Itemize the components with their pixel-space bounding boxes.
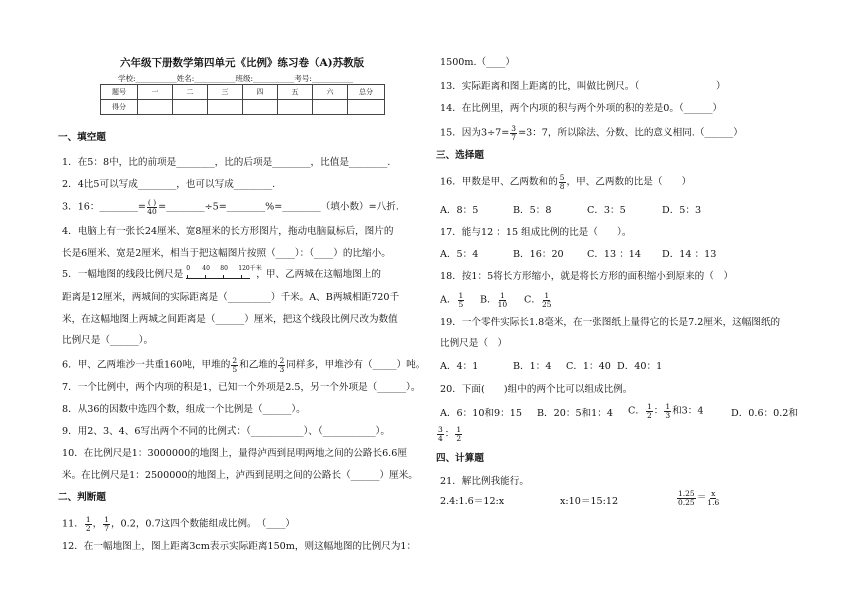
eq3-fraction-2: [707, 490, 719, 506]
q16-text: ，甲、乙两数的比是（ ）: [566, 176, 692, 188]
q16-option-d[interactable]: D．5：3: [662, 205, 702, 216]
fraction-numerator: 1: [500, 291, 505, 300]
question-12-line1: 12．在一幅地图上，图上距离3cm表示实际距离150m，则这幅地图的比例尺为1：: [62, 541, 417, 552]
q20-d-fraction-1: [437, 426, 444, 442]
q3-text: =________÷5=________%=________（填小数）=八折.: [158, 201, 399, 213]
fraction-denominator: 40: [147, 206, 157, 216]
fraction-numerator: 5: [559, 173, 565, 182]
q6-text: 同样多，甲堆沙有（_____）吨。: [286, 359, 426, 371]
fraction-numerator: ( ): [147, 198, 157, 207]
score-cell: 得分: [101, 100, 138, 115]
question-19-line1: 19．一个零件实际长1.8毫米，在一张图纸上量得它的长是7.2厘米，这幅图纸的: [440, 317, 781, 328]
score-input-cell[interactable]: [313, 100, 348, 115]
q20-option-d[interactable]: D．0.6：0.2和: [731, 408, 798, 419]
score-cell: 四: [243, 85, 278, 100]
student-info-line: 学校:___________姓名:___________班级:___________考号:___________: [118, 74, 354, 83]
scale-label: 80: [220, 265, 228, 272]
option-text: ：: [444, 428, 455, 440]
q19-option-a[interactable]: A．4：1: [440, 361, 479, 372]
question-10-line1: 10．在比例尺是1：3000000的地图上，量得泸西到昆明两地之间的公路长6.6厘: [62, 448, 407, 459]
score-input-cell[interactable]: [243, 100, 278, 115]
q6-fraction-2: [278, 357, 285, 373]
equation-2: x:10＝15:12: [560, 496, 619, 507]
score-cell: 三: [208, 85, 243, 100]
q20-option-c[interactable]: [628, 403, 704, 419]
q15-fraction: [510, 125, 517, 141]
fraction-denominator: 4: [438, 433, 443, 443]
q11-fraction-2: [103, 516, 110, 532]
scale-label: 120千米: [238, 265, 262, 272]
question-12-line2: 1500m.（____）: [440, 57, 515, 68]
fraction-numerator: 1: [458, 291, 464, 300]
question-5-line4: 比例尺是（______）。: [62, 335, 154, 346]
question-20: 20．下面( )组中的两个比可以组成比例。: [440, 384, 633, 395]
score-input-cell[interactable]: [348, 100, 385, 115]
fraction-denominator: 1.6: [707, 497, 720, 507]
option-letter: B．: [480, 294, 497, 306]
score-table: [100, 84, 385, 115]
q16-option-b[interactable]: B．5：8: [513, 205, 552, 216]
option-text: ：: [653, 405, 664, 417]
section-heading: 三、选择题: [436, 150, 484, 161]
fraction-numerator: 1: [544, 291, 550, 300]
q5-text: 5．一幅地图的线段比例尺是: [62, 269, 184, 280]
q6-text: 6．甲、乙两堆沙一共重160吨，甲堆的: [62, 359, 231, 371]
question-6: [62, 357, 425, 373]
scale-label: 0: [186, 265, 191, 272]
q6-text: 和乙堆的: [239, 359, 278, 371]
q20-c-fraction-1: [646, 403, 653, 419]
score-cell: 五: [278, 85, 313, 100]
q11-fraction-1: [85, 516, 92, 532]
question-3: [62, 199, 399, 215]
question-10-line2: 米。在比例尺是1：2500000的地图上，泸西到昆明之间的公路长（______）厘米。: [62, 470, 418, 481]
fraction-numerator: 3: [438, 425, 443, 434]
score-cell: 二: [173, 85, 208, 100]
q16-text: 16．甲数是甲、乙两数和的: [440, 176, 558, 188]
q18-option-c[interactable]: [524, 292, 552, 308]
question-9: 9．用2、3、4、6写出两个不同的比例式：（___________）、（___________）。: [62, 426, 390, 437]
fraction-denominator: 25: [541, 299, 552, 309]
q19-option-c[interactable]: C．1：40: [566, 361, 611, 372]
q15-text: =3：7，所以除法、分数、比的意义相同.（______）: [518, 127, 743, 139]
fraction-numerator: 2: [279, 356, 285, 365]
q16-option-c[interactable]: C．3：5: [587, 205, 626, 216]
fraction-denominator: 3: [279, 364, 285, 374]
page-title: 六年级下册数学第四单元《比例》练习卷（A)苏教版: [120, 57, 365, 69]
fraction-numerator: 3: [511, 124, 517, 133]
equation-1: 2.4:1.6＝12:x: [440, 496, 505, 507]
question-14: 14．在比例里，两个内项的积与两个外项的积的差是0。（______）: [440, 103, 723, 114]
option-letter: A．: [440, 294, 457, 306]
question-11: 11． $\frac{1}{2}$ ， $\frac{1}{7}$ ，0.2，0.7这四个数能组成比例。 （____）: [62, 515, 295, 533]
fraction-denominator: 2: [456, 433, 462, 443]
question-8: 8．从36的因数中选四个数，组成一个比例是（______）。: [62, 404, 306, 415]
section-heading: 二、判断题: [58, 492, 106, 503]
scale-line: [186, 278, 250, 279]
fraction-denominator: 0.25: [678, 497, 695, 507]
q11-text: 11．: [62, 518, 84, 530]
q17-option-a[interactable]: A．5：4: [440, 249, 479, 260]
question-19-line2: 比例尺是（ ）: [440, 338, 508, 349]
fraction-denominator: 8: [559, 181, 565, 191]
q17-option-b[interactable]: B．16：20: [513, 249, 564, 260]
q20-option-a[interactable]: A．6：10和9：15: [440, 408, 522, 419]
option-letter: C．: [628, 405, 645, 417]
equation-3: [676, 490, 720, 506]
q3-fraction: [147, 199, 157, 215]
fraction-numerator: 1: [665, 402, 671, 411]
question-4-line1: 4．电脑上有一张长24厘米、宽8厘米的长方形图片，拖动电脑鼠标后，图片的: [62, 226, 394, 237]
question-5-line3: 米，在这幅地图上两城之间距离是（______）厘米，把这个线段比例尺改为数值: [62, 314, 398, 325]
q17-option-c[interactable]: C．13 ：14: [587, 249, 641, 260]
score-table-score-row: [101, 100, 385, 115]
q20-d-fraction-2: [455, 426, 462, 442]
fraction-denominator: 5: [232, 364, 238, 374]
question-15: [440, 125, 743, 141]
question-18: 18．按1：5将长方形缩小，就是将长方形的面积缩小到原来的（ ）: [440, 271, 734, 282]
question-2: 2．4比5可以写成________，也可以写成________.: [62, 179, 276, 190]
score-input-cell[interactable]: [278, 100, 313, 115]
q16-fraction: [559, 174, 566, 190]
fraction-denominator: 7: [511, 132, 517, 142]
score-input-cell[interactable]: [208, 100, 243, 115]
scale-label: 40: [202, 265, 210, 272]
q20-option-d-continued: [436, 426, 463, 442]
question-17: 17．能与12 ：15 组成比例的比是（ ）。: [440, 227, 632, 238]
score-input-cell[interactable]: [138, 100, 173, 115]
section-heading: 一、填空题: [58, 132, 106, 143]
fraction-numerator: 1: [456, 425, 462, 434]
score-cell: 题号: [101, 85, 138, 100]
fraction-denominator: 2: [85, 523, 91, 533]
question-4-line2: 长是6厘米、宽是2厘米，相当于把这幅图片按照（____）：（____）的比缩小。: [62, 248, 391, 259]
q19-option-b[interactable]: B．1：4: [513, 361, 552, 372]
fraction-numerator: 1: [104, 515, 109, 524]
question-7: 7．一个比例中，两个内项的积是1，已知一个外项是2.5，另一个外项是（______）。: [62, 382, 421, 393]
section-heading: 四、计算题: [436, 453, 484, 464]
q19-option-d[interactable]: D．40：1: [617, 361, 663, 372]
option-text: 和3：4: [672, 405, 704, 417]
option-letter: C．: [524, 294, 541, 306]
question-5-line1: [62, 265, 382, 281]
score-cell: 六: [313, 85, 348, 100]
q18-option-b-fraction: [498, 292, 508, 308]
question-13: 13．实际距离和图上距离的比，叫做比例尺。（ ）: [440, 81, 726, 92]
fraction-denominator: 3: [665, 410, 671, 420]
q20-c-fraction-2: [664, 403, 671, 419]
score-cell: 总分: [348, 85, 385, 100]
score-table-header-row: [101, 85, 385, 100]
fraction-denominator: 7: [104, 523, 109, 533]
q18-option-a[interactable]: [440, 292, 465, 308]
q16-option-a[interactable]: A．8：5: [440, 205, 479, 216]
q17-option-d[interactable]: D．14 ：13: [662, 249, 717, 260]
question-16: [440, 174, 691, 190]
fraction-denominator: 10: [497, 299, 508, 309]
q18-option-a-fraction: [458, 292, 465, 308]
fraction-numerator: 1.25: [678, 489, 695, 498]
score-cell: 一: [138, 85, 173, 100]
q20-option-b[interactable]: B．20：5和1：4: [537, 408, 613, 419]
question-5-line2: 距离是12厘米，两城间的实际距离是（_________）千米。A、B两城相距720千: [62, 292, 400, 303]
q3-text: 3．16：________=: [62, 201, 146, 213]
fraction-numerator: x: [711, 489, 716, 498]
fraction-denominator: 2: [646, 410, 652, 420]
fraction-numerator: 1: [646, 402, 652, 411]
score-input-cell[interactable]: [173, 100, 208, 115]
equals-sign: ＝: [696, 492, 707, 504]
q11-text: ，0.2，0.7这四个数能组成比例。 （____）: [110, 518, 295, 530]
scale-bar-graphic: [186, 265, 262, 281]
fraction-denominator: 5: [458, 299, 464, 309]
fraction-numerator: 2: [232, 356, 238, 365]
q18-option-b[interactable]: [480, 292, 508, 308]
q18-option-c-fraction: [542, 292, 552, 308]
eq3-fraction-1: [677, 490, 696, 506]
q5-text: ，甲、乙两城在这幅地图上的: [256, 269, 382, 280]
q6-fraction-1: [231, 357, 238, 373]
fraction-numerator: 1: [85, 515, 91, 524]
question-21: 21．解比例我能行。: [440, 476, 529, 487]
question-1: 1．在5：8中，比的前项是________，比的后项是________，比值是________.: [62, 157, 391, 168]
q15-text: 15．因为3÷7=: [440, 127, 510, 139]
